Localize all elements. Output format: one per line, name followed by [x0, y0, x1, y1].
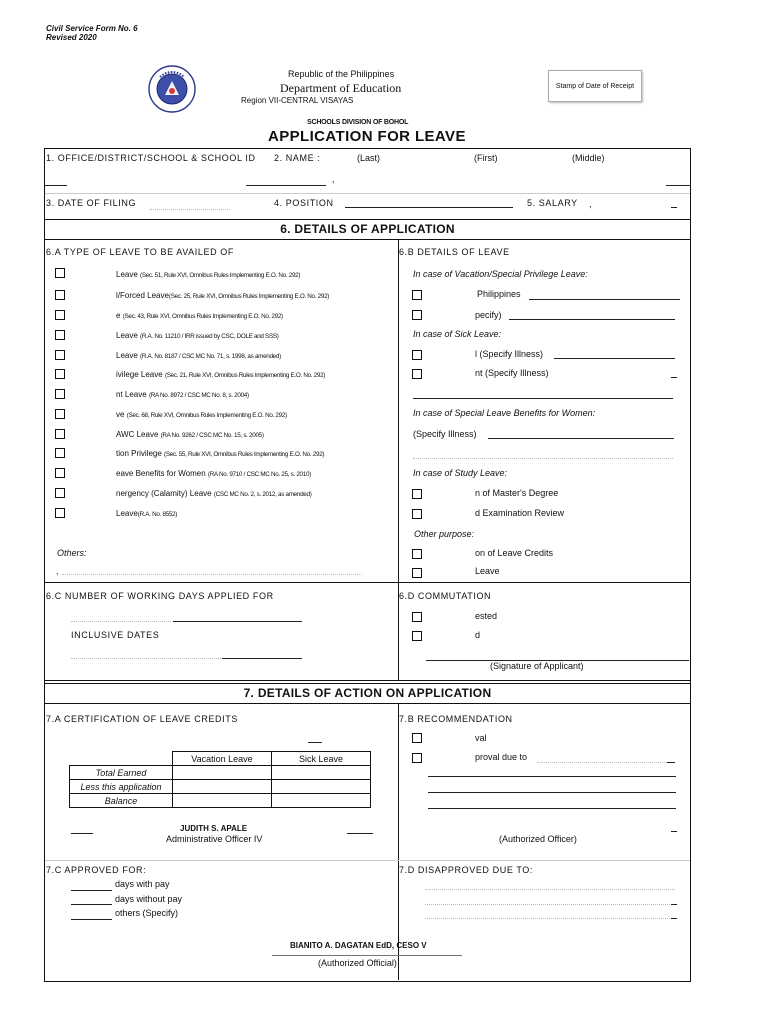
- sick-field-extra[interactable]: [413, 398, 673, 399]
- women-field[interactable]: [488, 438, 674, 439]
- leave-type-label: eave Benefits for Women (RA No. 9710 / CSC MC No. 25, s. 2010): [116, 469, 311, 478]
- deped-seal-icon: [148, 65, 196, 113]
- vacation-checkbox[interactable]: [412, 290, 422, 300]
- leave-type-checkbox[interactable]: [55, 409, 65, 419]
- salary-field[interactable]: [671, 207, 677, 208]
- first-name-label: (First): [474, 153, 498, 163]
- stamp-label: Stamp of Date of Receipt: [555, 82, 635, 90]
- department-text: Department of Education: [280, 81, 402, 95]
- others-field[interactable]: [62, 574, 362, 575]
- form-number: Civil Service Form No. 6: [46, 24, 138, 33]
- table-row-label: Balance: [70, 794, 173, 808]
- stamp-box: [548, 70, 642, 102]
- table-row: [70, 794, 371, 808]
- table-header-cell: Sick Leave: [272, 752, 371, 766]
- sick-field[interactable]: [554, 358, 675, 359]
- row-divider-6cd: [45, 582, 690, 583]
- official-signature-line[interactable]: [272, 955, 462, 956]
- disapproved-reason-end[interactable]: [671, 904, 677, 905]
- leave-type-label: ve (Sec. 68, Rule XVI, Omnibus Rules Implementing E.O. No. 292): [116, 410, 287, 419]
- authorized-officer-label: (Authorized Officer): [499, 834, 577, 844]
- vacation-checkbox[interactable]: [412, 310, 422, 320]
- women-heading: In case of Special Leave Benefits for Women:: [413, 408, 596, 418]
- other-purpose-option: Leave: [475, 566, 500, 576]
- form-revision: Revised 2020: [46, 33, 97, 42]
- section-6a-title: 6.A TYPE OF LEAVE TO BE AVAILED OF: [46, 247, 234, 257]
- leave-type-checkbox[interactable]: [55, 330, 65, 340]
- last-name-label: (Last): [357, 153, 381, 163]
- column-divider-7: [398, 704, 399, 980]
- vacation-option: Philippines: [477, 289, 521, 299]
- disapproved-reason-end[interactable]: [671, 918, 677, 919]
- section-7b-title: 7.B RECOMMENDATION: [399, 714, 513, 724]
- commutation-checkbox[interactable]: [412, 612, 422, 622]
- study-option: n of Master's Degree: [475, 488, 559, 498]
- certifier-line-right: [347, 833, 373, 834]
- table-row: [70, 780, 371, 794]
- leave-type-checkbox[interactable]: [55, 508, 65, 518]
- last-name-field[interactable]: [246, 185, 326, 186]
- region-text: Region VII-CENTRAL VISAYAS: [241, 96, 354, 105]
- section-7c-title: 7.C APPROVED FOR:: [46, 865, 147, 875]
- leave-type-label: ivilege Leave (Sec. 21, Rule XVI, Omnibus Rules Implementing E.O. No. 292): [116, 370, 326, 379]
- recommendation-line[interactable]: [428, 792, 676, 793]
- division-text: SCHOOLS DIVISION OF BOHOL: [307, 119, 409, 126]
- sick-cell[interactable]: [272, 766, 371, 780]
- others-specify-field[interactable]: [71, 919, 112, 920]
- others-mark: ,: [56, 566, 59, 576]
- section-6c-title: 6.C NUMBER OF WORKING DAYS APPLIED FOR: [46, 591, 274, 601]
- table-row: [70, 766, 371, 780]
- leave-type-checkbox[interactable]: [55, 369, 65, 379]
- table-row-label: Less this application: [70, 780, 173, 794]
- leave-type-label: Leave(R.A. No. 8552): [116, 509, 178, 518]
- women-field-extra[interactable]: [413, 458, 673, 459]
- recommendation-checkbox[interactable]: [412, 733, 422, 743]
- disapproved-reason-field[interactable]: [425, 889, 675, 890]
- disapproved-reason-field[interactable]: [425, 918, 670, 919]
- section-7-title: 7. DETAILS OF ACTION ON APPLICATION: [243, 686, 492, 700]
- republic-text: Republic of the Philippines: [288, 69, 395, 79]
- leave-type-checkbox[interactable]: [55, 350, 65, 360]
- sick-checkbox[interactable]: [412, 350, 422, 360]
- section-7d-title: 7.D DISAPPROVED DUE TO:: [399, 865, 533, 875]
- approved-option: days without pay: [115, 894, 183, 904]
- leave-type-checkbox[interactable]: [55, 429, 65, 439]
- sec7-top-line-2: [45, 683, 690, 684]
- authorized-official-name: BIANITO A. DAGATAN EdD, CESO V: [290, 941, 427, 950]
- row-divider-7cd: [45, 860, 690, 861]
- sec6-top-line: [45, 219, 690, 220]
- middle-name-field[interactable]: [666, 185, 690, 186]
- other-purpose-option: on of Leave Credits: [475, 548, 554, 558]
- commutation-option: d: [475, 630, 481, 640]
- office-field[interactable]: [45, 185, 67, 186]
- inclusive-dates-label: INCLUSIVE DATES: [71, 630, 160, 640]
- approved-option: days with pay: [115, 879, 170, 889]
- officer-line-end: [671, 831, 677, 832]
- section-7a-title: 7.A CERTIFICATION OF LEAVE CREDITS: [46, 714, 238, 724]
- leave-type-label: nt Leave (RA No. 8972 / CSC MC No. 8, s. 2004): [116, 390, 249, 399]
- position-field[interactable]: [345, 207, 513, 208]
- certifier-title: Administrative Officer IV: [166, 834, 263, 844]
- recommendation-option: val: [475, 733, 487, 743]
- women-option: (Specify Illness): [413, 429, 477, 439]
- vacation-field[interactable]: [509, 319, 675, 320]
- leave-type-checkbox[interactable]: [55, 468, 65, 478]
- study-heading: In case of Study Leave:: [413, 468, 508, 478]
- leave-type-label: l/Forced Leave(Sec. 25, Rule XVI, Omnibus Rules Implementing E.O. No. 292): [116, 291, 330, 300]
- leave-type-checkbox[interactable]: [55, 488, 65, 498]
- leave-credits-table: [69, 751, 371, 808]
- sick-checkbox[interactable]: [412, 369, 422, 379]
- days-without-pay-field[interactable]: [71, 904, 112, 905]
- vacation-cell[interactable]: [173, 794, 272, 808]
- leave-type-label: Leave (Sec. 51, Rule XVI, Omnibus Rules Implementing E.O. No. 292): [116, 270, 301, 279]
- section-6b-title: 6.B DETAILS OF LEAVE: [399, 247, 510, 257]
- working-days-field[interactable]: [71, 621, 171, 622]
- sick-option: l (Specify Illness): [475, 349, 544, 359]
- name-comma: ,: [332, 174, 335, 184]
- authorized-official-label: (Authorized Official): [318, 958, 397, 968]
- vacation-heading: In case of Vacation/Special Privilege Leave:: [413, 269, 588, 279]
- row-divider: [45, 193, 690, 194]
- leave-type-label: nergency (Calamity) Leave (CSC MC No. 2, s. 2012, as amended): [116, 489, 312, 498]
- form-title: APPLICATION FOR LEAVE: [268, 128, 466, 145]
- days-with-pay-field[interactable]: [71, 890, 112, 891]
- leave-type-checkbox[interactable]: [55, 268, 65, 278]
- leave-type-checkbox[interactable]: [55, 290, 65, 300]
- study-option: d Examination Review: [475, 508, 565, 518]
- sick-option: nt (Specify Illness): [475, 368, 549, 378]
- leave-type-label: e (Sec. 43, Rule XVI, Omnibus Rules Implementing E.O. No. 292): [116, 311, 283, 320]
- sec7-head-bottom: [45, 703, 690, 704]
- approved-option: others (Specify): [115, 908, 179, 918]
- position-label: 4. POSITION: [274, 198, 334, 208]
- table-header-row: [70, 752, 371, 766]
- section-6-title: 6. DETAILS OF APPLICATION: [280, 222, 455, 236]
- commutation-option: ested: [475, 611, 498, 621]
- working-days-line[interactable]: [173, 621, 302, 622]
- name-label: 2. NAME :: [274, 153, 321, 163]
- section-6d-title: 6.D COMMUTATION: [399, 591, 492, 601]
- leave-type-label: tion Privilege (Sec. 55, Rule XVI, Omnibus Rules Implementing E.O. No. 292): [116, 449, 325, 458]
- vacation-option: pecify): [475, 310, 502, 320]
- vacation-cell[interactable]: [173, 780, 272, 794]
- sick-field[interactable]: [671, 377, 677, 378]
- sec7-top-line: [45, 680, 690, 681]
- table-header-cell: Vacation Leave: [173, 752, 272, 766]
- other-purpose-checkbox[interactable]: [412, 568, 422, 578]
- disapproval-reason-field[interactable]: [537, 762, 667, 763]
- vacation-cell[interactable]: [173, 766, 272, 780]
- salary-mark: ,: [589, 199, 592, 209]
- sick-cell[interactable]: [272, 780, 371, 794]
- leave-type-label: Leave (R.A. No. 8187 / CSC MC No. 71, s. 1998, as amended): [116, 351, 281, 360]
- inclusive-dates-line[interactable]: [222, 658, 302, 659]
- study-checkbox[interactable]: [412, 489, 422, 499]
- disapproved-reason-field[interactable]: [425, 904, 670, 905]
- recommendation-line[interactable]: [428, 776, 676, 777]
- leave-type-checkbox[interactable]: [55, 389, 65, 399]
- sick-heading: In case of Sick Leave:: [413, 329, 502, 339]
- leave-type-label: AWC Leave (RA No. 9262 / CSC MC No. 15, s. 2005): [116, 430, 264, 439]
- certifier-line-left: [71, 833, 93, 834]
- date-filing-field[interactable]: [150, 209, 230, 210]
- sec6-head-bottom: [45, 239, 690, 240]
- table-row-label: Total Earned: [70, 766, 173, 780]
- vacation-field[interactable]: [529, 299, 680, 300]
- leave-type-checkbox[interactable]: [55, 310, 65, 320]
- date-filing-label: 3. DATE OF FILING: [46, 198, 137, 208]
- other-purpose-checkbox[interactable]: [412, 549, 422, 559]
- inclusive-dates-field[interactable]: [71, 658, 221, 659]
- office-label: 1. OFFICE/DISTRICT/SCHOOL & SCHOOL ID: [46, 153, 256, 163]
- study-checkbox[interactable]: [412, 509, 422, 519]
- others-label: Others:: [57, 548, 87, 558]
- table-header-cell: [70, 752, 173, 766]
- leave-type-label: Leave (R.A. No. 11210 / IRR issued by CSC, DOLE and SSS): [116, 331, 279, 340]
- salary-label: 5. SALARY: [527, 198, 578, 208]
- disapproval-reason-end[interactable]: [667, 762, 675, 763]
- recommendation-checkbox[interactable]: [412, 753, 422, 763]
- recommendation-line[interactable]: [428, 808, 676, 809]
- leave-type-checkbox[interactable]: [55, 448, 65, 458]
- recommendation-option: proval due to: [475, 752, 528, 762]
- column-divider-6: [398, 240, 399, 680]
- other-purpose-heading: Other purpose:: [414, 529, 475, 539]
- applicant-signature-label: (Signature of Applicant): [490, 661, 584, 671]
- sick-cell[interactable]: [272, 794, 371, 808]
- middle-name-label: (Middle): [572, 153, 605, 163]
- as-of-line: [308, 742, 322, 743]
- commutation-checkbox[interactable]: [412, 631, 422, 641]
- certifier-name: JUDITH S. APALE: [180, 824, 248, 833]
